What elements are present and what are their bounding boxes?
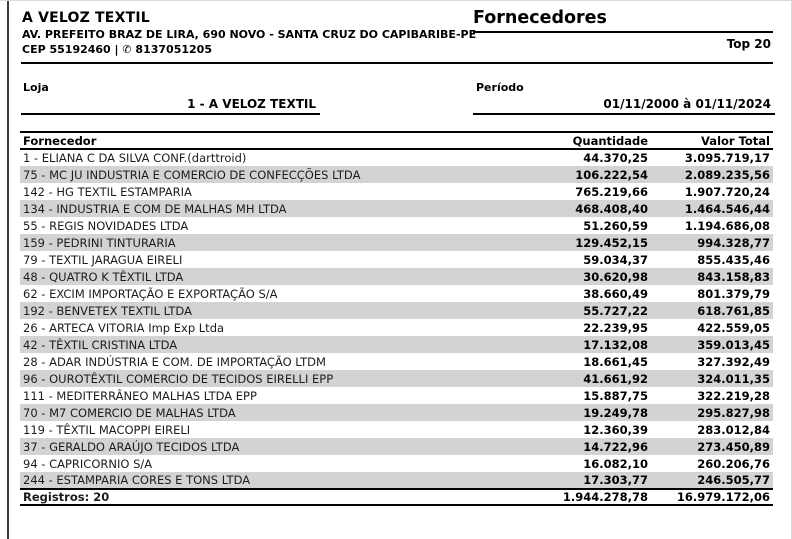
table-row xyxy=(20,404,773,421)
table-row xyxy=(20,217,773,234)
store-filter xyxy=(21,81,320,115)
cell-fornecedor: 62 - EXCIM IMPORTAÇÃO E EXPORTAÇÃO S/A xyxy=(23,286,278,301)
total-quantidade: 1.944.278,78 xyxy=(461,489,651,505)
cell-fornecedor: 244 - ESTAMPARIA CORES E TONS LTDA xyxy=(23,473,251,487)
cell-valor-total: 2.089.235,56 xyxy=(684,167,770,182)
table-row xyxy=(20,183,773,200)
cell-quantidade: 18.661,45 xyxy=(583,354,648,369)
cell-fornecedor: 70 - M7 COMERCIO DE MALHAS LTDA xyxy=(23,405,236,420)
cell-valor-total: 843.158,83 xyxy=(697,269,770,284)
cell-fornecedor: 26 - ARTECA VITORIA Imp Exp Ltda xyxy=(23,320,225,335)
table-row xyxy=(20,166,773,183)
cell-fornecedor: 75 - MC JU INDUSTRIA E COMERCIO DE CONFECÇÕES LTDA xyxy=(23,167,361,182)
cell-quantidade: 22.239,95 xyxy=(583,320,648,335)
table-row xyxy=(20,302,773,319)
cell-valor-total: 1.464.546,44 xyxy=(684,201,770,216)
company-contact-line: CEP 55192460 | ✆ 8137051205 xyxy=(22,43,212,56)
cell-valor-total: 260.206,76 xyxy=(697,456,770,471)
cell-quantidade: 30.620,98 xyxy=(583,269,648,284)
cell-quantidade: 12.360,39 xyxy=(583,422,648,437)
cell-valor-total: 422.559,05 xyxy=(697,320,770,335)
cell-valor-total: 855.435,46 xyxy=(697,252,770,267)
cell-quantidade: 51.260,59 xyxy=(583,218,648,233)
cell-valor-total: 246.505,77 xyxy=(697,473,770,487)
cell-fornecedor: 28 - ADAR INDÚSTRIA E COM. DE IMPORTAÇÃO LTDM xyxy=(23,354,326,369)
table-row xyxy=(20,268,773,285)
table-row xyxy=(20,370,773,387)
table-row xyxy=(20,234,773,251)
cell-fornecedor: 1 - ELIANA C DA SILVA CONF.(darttroid) xyxy=(23,151,247,165)
table-row xyxy=(20,421,773,438)
cell-fornecedor: 134 - INDUSTRIA E COM DE MALHAS MH LTDA xyxy=(23,201,287,216)
table-row xyxy=(20,336,773,353)
store-filter-value: 1 - A VELOZ TEXTIL xyxy=(21,94,320,115)
report-subtitle-top20: Top 20 xyxy=(726,37,771,51)
table-row xyxy=(20,455,773,472)
cell-quantidade: 17.132,08 xyxy=(583,337,648,352)
suppliers-table xyxy=(20,131,773,506)
company-address: AV. PREFEITO BRAZ DE LIRA, 690 NOVO - SANTA CRUZ DO CAPIBARIBE-PE xyxy=(22,28,477,41)
cell-valor-total: 322.219,28 xyxy=(697,388,770,403)
table-row xyxy=(20,251,773,268)
cell-fornecedor: 42 - TÊXTIL CRISTINA LTDA xyxy=(23,337,178,352)
cell-fornecedor: 192 - BENVETEX TEXTIL LTDA xyxy=(23,303,192,318)
cell-valor-total: 273.450,89 xyxy=(697,439,770,454)
cell-fornecedor: 159 - PEDRINI TINTURARIA xyxy=(23,235,176,250)
column-header-valor-total: Valor Total xyxy=(651,132,773,149)
cell-valor-total: 283.012,84 xyxy=(697,422,770,437)
suppliers-table-footer xyxy=(20,489,773,505)
table-row xyxy=(20,200,773,217)
company-name: A VELOZ TEXTIL xyxy=(22,10,150,26)
cell-quantidade: 19.249,78 xyxy=(583,405,648,420)
cell-quantidade: 14.722,96 xyxy=(583,439,648,454)
report-header xyxy=(473,8,773,51)
cell-valor-total: 618.761,85 xyxy=(697,303,770,318)
cell-valor-total: 295.827,98 xyxy=(697,405,770,420)
cell-fornecedor: 96 - OUROTÊXTIL COMERCIO DE TECIDOS EIRELLI EPP xyxy=(23,371,334,386)
cell-valor-total: 3.095.719,17 xyxy=(684,151,770,165)
cell-quantidade: 38.660,49 xyxy=(583,286,648,301)
period-filter xyxy=(473,81,775,115)
table-row xyxy=(20,285,773,302)
table-row xyxy=(20,472,773,489)
cell-valor-total: 994.328,77 xyxy=(697,235,770,250)
store-filter-label: Loja xyxy=(23,81,49,94)
cell-valor-total: 324.011,35 xyxy=(697,371,770,386)
column-header-quantidade: Quantidade xyxy=(461,132,651,149)
cell-quantidade: 765.219,66 xyxy=(575,184,648,199)
cell-fornecedor: 119 - TÊXTIL MACOPPI EIRELI xyxy=(23,422,191,437)
cell-fornecedor: 142 - HG TEXTIL ESTAMPARIA xyxy=(23,184,192,199)
cell-quantidade: 55.727,22 xyxy=(583,303,648,318)
cell-valor-total: 327.392,49 xyxy=(697,354,770,369)
period-filter-value: 01/11/2000 à 01/11/2024 xyxy=(473,94,775,115)
cell-quantidade: 44.370,25 xyxy=(583,151,648,165)
cell-valor-total: 801.379,79 xyxy=(697,286,770,301)
cell-fornecedor: 79 - TEXTIL JARAGUA EIRELI xyxy=(23,252,183,267)
cell-fornecedor: 55 - REGIS NOVIDADES LTDA xyxy=(23,218,189,233)
period-filter-label: Período xyxy=(476,81,524,94)
cell-valor-total: 1.907.720,24 xyxy=(684,184,770,199)
records-count: Registros: 20 xyxy=(20,489,461,505)
header-divider xyxy=(21,62,773,64)
cell-quantidade: 106.222,54 xyxy=(575,167,648,182)
table-row xyxy=(20,319,773,336)
cell-valor-total: 359.013,45 xyxy=(697,337,770,352)
cell-fornecedor: 48 - QUATRO K TÊXTIL LTDA xyxy=(23,269,184,284)
suppliers-table-header xyxy=(20,132,773,149)
report-title: Fornecedores xyxy=(473,8,773,33)
cell-fornecedor: 94 - CAPRICORNIO S/A xyxy=(23,456,153,471)
cell-quantidade: 41.661,92 xyxy=(583,371,648,386)
page-left-border xyxy=(7,1,9,539)
total-valor: 16.979.172,06 xyxy=(651,489,773,505)
table-row xyxy=(20,387,773,404)
cell-fornecedor: 111 - MEDITERRÂNEO MALHAS LTDA EPP xyxy=(23,388,257,403)
cell-valor-total: 1.194.686,08 xyxy=(684,218,770,233)
cell-fornecedor: 37 - GERALDO ARAÚJO TECIDOS LTDA xyxy=(23,439,240,454)
table-row xyxy=(20,438,773,455)
cell-quantidade: 16.082,10 xyxy=(583,456,648,471)
cell-quantidade: 17.303,77 xyxy=(583,473,648,487)
table-row xyxy=(20,149,773,166)
column-header-fornecedor: Fornecedor xyxy=(20,132,461,149)
table-row xyxy=(20,353,773,370)
cell-quantidade: 129.452,15 xyxy=(575,235,648,250)
cell-quantidade: 468.408,40 xyxy=(575,201,648,216)
suppliers-table-body xyxy=(20,149,773,489)
cell-quantidade: 59.034,37 xyxy=(583,252,648,267)
cell-quantidade: 15.887,75 xyxy=(583,388,648,403)
